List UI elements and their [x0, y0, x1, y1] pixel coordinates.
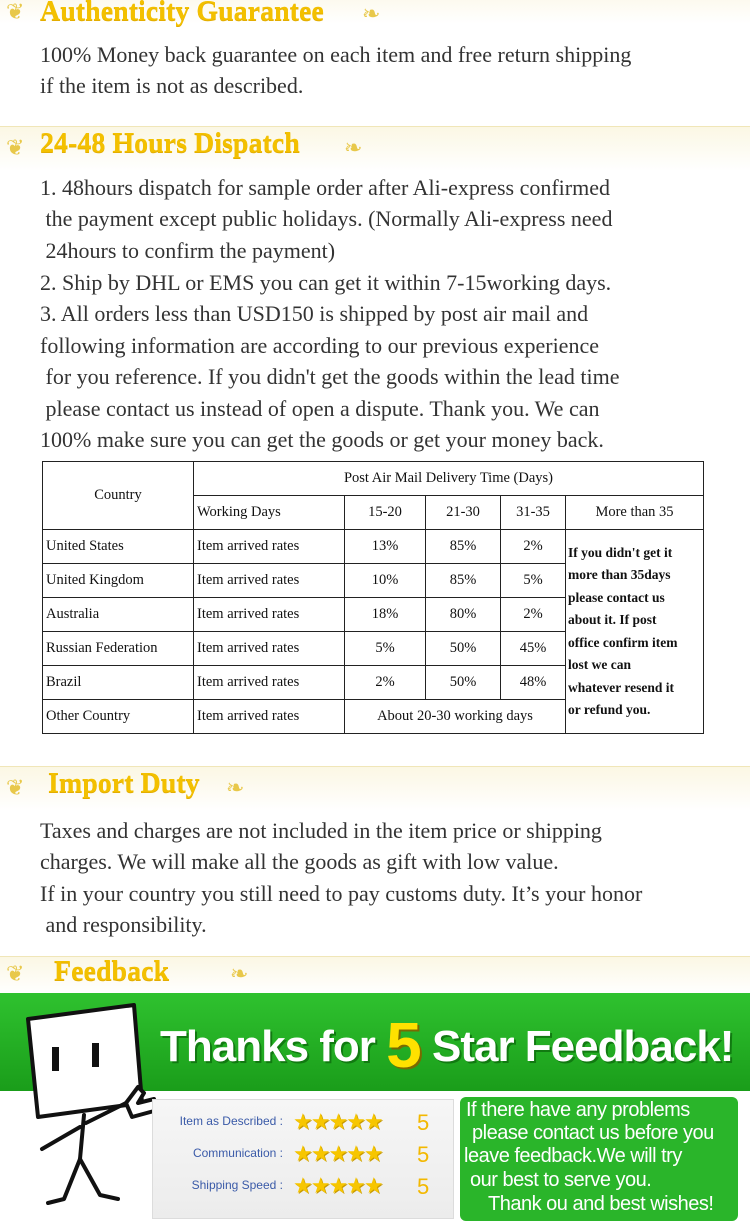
- star-icon: ★★★★★: [293, 1142, 382, 1167]
- import-duty-line-3: If in your country you still need to pay customs duty. It’s your honor: [40, 881, 643, 906]
- rate-15-20-cell: 18%: [345, 598, 426, 632]
- rate-label-cell: Item arrived rates: [194, 666, 345, 700]
- rate-21-30-cell: 85%: [426, 530, 501, 564]
- note-line: whatever resend it: [568, 679, 674, 695]
- country-cell: United Kingdom: [43, 564, 194, 598]
- import-duty-title: Import Duty: [48, 768, 200, 799]
- ornament-icon: ❦: [6, 962, 25, 987]
- authenticity-section: [0, 0, 750, 110]
- ornament-icon: ❧: [226, 776, 245, 801]
- contact-note-box: [460, 1097, 738, 1221]
- dispatch-line-1: 1. 48hours dispatch for sample order after Ali-express confirmed: [40, 175, 610, 200]
- country-header: Country: [43, 462, 194, 530]
- note-line: office confirm item: [568, 634, 678, 650]
- contact-note-line: our best to serve you.: [470, 1169, 652, 1191]
- ornament-icon: ❦: [6, 136, 25, 161]
- dispatch-title: 24-48 Hours Dispatch: [40, 128, 300, 159]
- rate-15-20-cell: 5%: [345, 632, 426, 666]
- import-duty-line-1: Taxes and charges are not included in the item price or shipping: [40, 818, 602, 843]
- table-header-row: [43, 462, 704, 496]
- rating-label: Shipping Speed :: [191, 1178, 283, 1192]
- feedback-title: Feedback: [54, 956, 170, 987]
- authenticity-line-2: if the item is not as described.: [40, 73, 304, 98]
- country-cell: Russian Federation: [43, 632, 194, 666]
- rate-15-20-cell: 13%: [345, 530, 426, 564]
- days-more-35-header: More than 35: [566, 496, 704, 530]
- dispatch-line-2: the payment except public holidays. (Normally Ali-express need: [40, 206, 613, 231]
- star-icon: ★★★★★: [293, 1110, 382, 1135]
- thanks-text-after: Star Feedback!: [431, 1022, 734, 1071]
- note-line: or refund you.: [568, 702, 651, 717]
- country-cell: Other Country: [43, 700, 194, 734]
- rate-31-35-cell: 2%: [501, 530, 566, 564]
- over-35-note: [566, 530, 704, 734]
- import-duty-line-2: charges. We will make all the goods as gift with low value.: [40, 849, 559, 874]
- rate-label-cell: Item arrived rates: [194, 564, 345, 598]
- contact-note-line: leave feedback.We will try: [464, 1145, 682, 1167]
- ornament-icon: ❧: [230, 962, 249, 987]
- days-15-20-header: 15-20: [345, 496, 426, 530]
- note-line: more than 35days: [568, 567, 671, 582]
- note-line: please contact us: [568, 589, 665, 605]
- country-cell: Brazil: [43, 666, 194, 700]
- rate-label-cell: Item arrived rates: [194, 632, 345, 666]
- ornament-icon: ❧: [362, 2, 381, 27]
- dispatch-line-4: 2. Ship by DHL or EMS you can get it within 7-15working days.: [40, 270, 612, 295]
- note-line: lost we can: [568, 657, 631, 672]
- rating-row: [153, 1110, 453, 1138]
- ornament-icon: ❦: [6, 776, 25, 801]
- rating-label: Item as Described :: [179, 1114, 283, 1128]
- contact-note-line: If there have any problems: [466, 1099, 690, 1121]
- contact-note-line: please contact us before you: [472, 1122, 714, 1144]
- rate-31-35-cell: 48%: [501, 666, 566, 700]
- delivery-group-header: Post Air Mail Delivery Time (Days): [194, 462, 704, 496]
- rating-score: 5: [417, 1142, 430, 1167]
- rating-score: 5: [417, 1174, 430, 1199]
- rate-31-35-cell: 5%: [501, 564, 566, 598]
- rating-row: [153, 1174, 453, 1202]
- thanks-text-before: Thanks for: [160, 1022, 375, 1071]
- ornament-icon: ❦: [6, 0, 25, 25]
- thanks-five: 5: [386, 1009, 421, 1081]
- rate-15-20-cell: 2%: [345, 666, 426, 700]
- star-icon: ★★★★★: [293, 1174, 382, 1199]
- rate-label-cell: Item arrived rates: [194, 598, 345, 632]
- rate-21-30-cell: 80%: [426, 598, 501, 632]
- authenticity-line-1: 100% Money back guarantee on each item and free return shipping: [40, 42, 632, 67]
- delivery-time-table: [42, 461, 704, 734]
- rate-label-cell: Item arrived rates: [194, 530, 345, 564]
- contact-note-line: Thank ou and best wishes!: [488, 1193, 714, 1215]
- rate-21-30-cell: 50%: [426, 632, 501, 666]
- thanks-heading: [160, 1009, 734, 1081]
- working-days-span-cell: About 20-30 working days: [345, 700, 566, 734]
- days-21-30-header: 21-30: [426, 496, 501, 530]
- days-31-35-header: 31-35: [501, 496, 566, 530]
- ornament-icon: ❧: [344, 136, 363, 161]
- working-days-header: Working Days: [194, 496, 345, 530]
- rate-31-35-cell: 2%: [501, 598, 566, 632]
- country-cell: United States: [43, 530, 194, 564]
- rating-row: [153, 1142, 453, 1170]
- dispatch-line-3: 24hours to confirm the payment): [40, 238, 336, 263]
- rating-score: 5: [417, 1110, 430, 1135]
- ratings-panel: [152, 1099, 454, 1219]
- dispatch-line-6: following information are according to our previous experience: [40, 333, 599, 358]
- dispatch-line-9: 100% make sure you can get the goods or get your money back.: [40, 427, 604, 452]
- authenticity-title: Authenticity Guarantee: [40, 0, 324, 27]
- rate-21-30-cell: 50%: [426, 666, 501, 700]
- import-duty-line-4: and responsibility.: [40, 912, 207, 937]
- feedback-banner: [0, 993, 750, 1226]
- country-cell: Australia: [43, 598, 194, 632]
- rating-label: Communication :: [192, 1146, 283, 1160]
- dispatch-line-8: please contact us instead of open a dispute. Thank you. We can: [40, 396, 600, 421]
- mascot-thumbs-up-icon: [14, 999, 164, 1227]
- rate-label-cell: Item arrived rates: [194, 700, 345, 734]
- dispatch-line-7: for you reference. If you didn't get the goods within the lead time: [40, 364, 620, 389]
- note-line: about it. If post: [568, 612, 657, 627]
- rate-21-30-cell: 85%: [426, 564, 501, 598]
- dispatch-line-5: 3. All orders less than USD150 is shipped by post air mail and: [40, 301, 589, 326]
- rate-31-35-cell: 45%: [501, 632, 566, 666]
- table-row: [43, 530, 704, 564]
- note-line: If you didn't get it: [568, 544, 673, 560]
- rate-15-20-cell: 10%: [345, 564, 426, 598]
